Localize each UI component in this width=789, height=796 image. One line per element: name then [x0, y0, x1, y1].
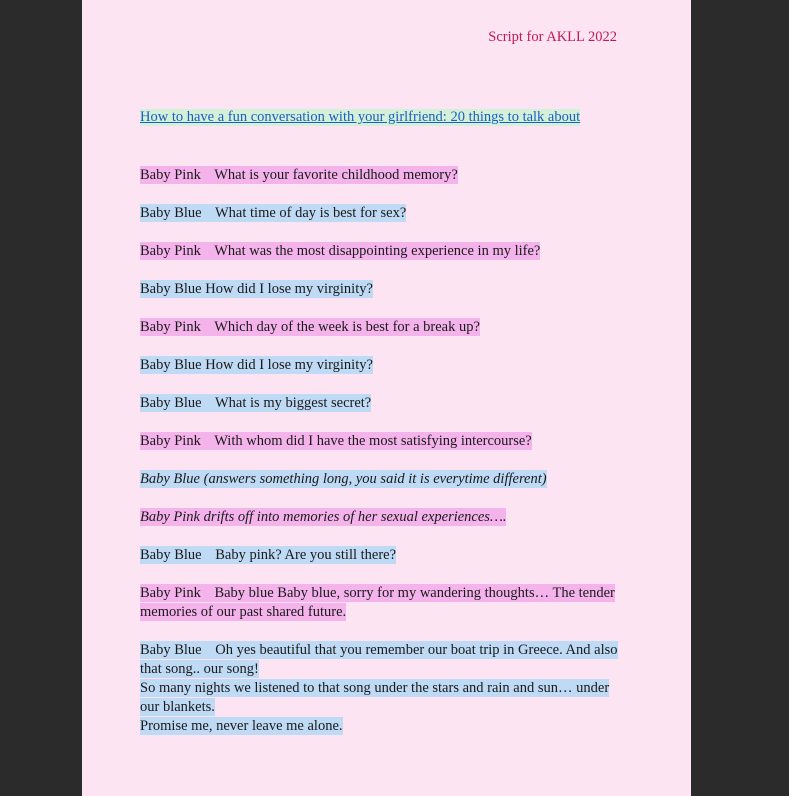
- script-line: Baby Blue How did I lose my virginity?: [140, 281, 373, 297]
- script-line-continuation: Promise me, never leave me alone.: [140, 718, 343, 734]
- script-lines: [140, 166, 620, 736]
- script-line: Baby Blue What is my biggest secret?: [140, 395, 372, 411]
- script-line: Baby Blue How did I lose my virginity?: [140, 357, 373, 373]
- script-line: Baby Blue What time of day is best for sex?: [140, 205, 407, 221]
- script-line: Baby Pink Which day of the week is best for a break up?: [140, 319, 480, 335]
- script-line: Baby Pink What was the most disappointing experience in my life?: [140, 243, 541, 259]
- stage-direction: Baby Blue (answers something long, you said it is everytime different): [140, 471, 547, 487]
- document-page: [82, 0, 691, 796]
- page-header: Script for AKLL 2022: [488, 29, 617, 45]
- script-line: Baby Pink What is your favorite childhood memory?: [140, 167, 458, 183]
- script-line: Baby Blue Oh yes beautiful that you remember our boat trip in Greece. And also that song.. our song!: [140, 642, 618, 677]
- script-line-continuation: So many nights we listened to that song under the stars and rain and sun… under our blankets.: [140, 680, 610, 715]
- article-link[interactable]: How to have a fun conversation with your girlfriend: 20 things to talk about: [140, 109, 581, 125]
- stage-direction: Baby Pink drifts off into memories of her sexual experiences….: [140, 509, 507, 525]
- script-line: Baby Pink Baby blue Baby blue, sorry for my wandering thoughts… The tender memories of our past shared future.: [140, 585, 615, 620]
- script-line: Baby Pink With whom did I have the most satisfying intercourse?: [140, 433, 532, 449]
- script-line: Baby Blue Baby pink? Are you still there?: [140, 547, 397, 563]
